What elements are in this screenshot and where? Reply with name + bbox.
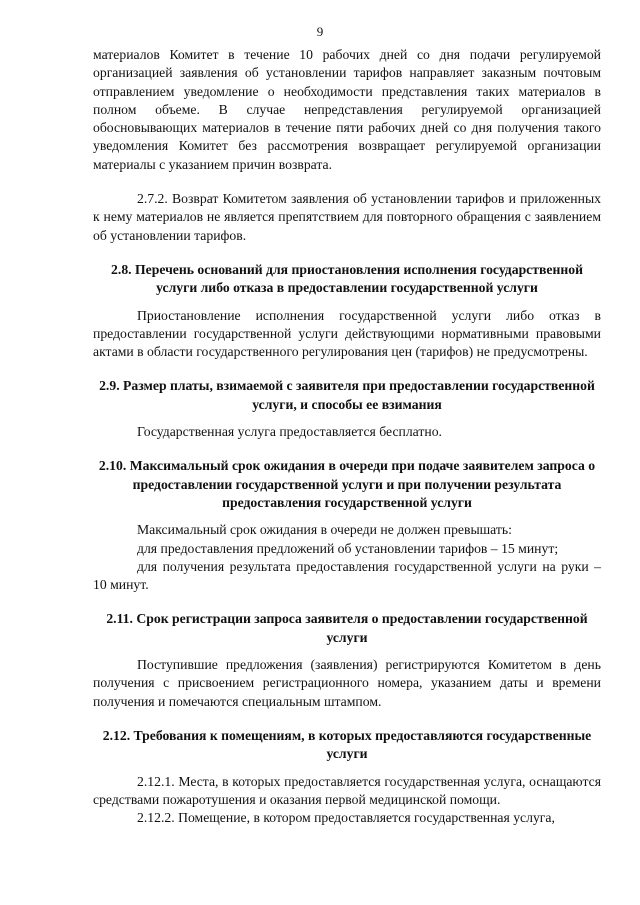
section-heading: 2.10. Максимальный срок ожидания в очереди при подаче заявителем запроса о предоставлении государственной услуги и при получении результата предоставления государственной услуги — [98, 458, 596, 510]
page-number: 9 — [316, 24, 324, 39]
spacer — [93, 512, 601, 521]
paragraph: Государственная услуга предоставляется бесплатно. — [137, 424, 442, 440]
spacer — [93, 245, 601, 261]
spacer — [93, 174, 601, 190]
section-heading: 2.12. Требования к помещениям, в которых предоставляются государственные услуги — [102, 727, 592, 762]
paragraph: Приостановление исполнения государственной услуги либо отказ в предоставлении государственной услуги действующими нормативными правовыми актами в области государственного регулирования цен (тарифов) не предусмотрены. — [93, 307, 601, 360]
paragraph: материалов Комитет в течение 10 рабочих дней со дня подачи регулируемой организацией заявления об установлении тарифов направляет заказным почтовым отправлением уведомление о необходимости представления таких материалов в полном объеме. В случае непредставления регулируемой организацией обосновывающих материалов в течение пяти рабочих дней со дня получения такого уведомления Комитет без рассмотрения возвращает регулируемой организации материалы с указанием причин возврата. — [93, 47, 601, 172]
spacer — [93, 647, 601, 656]
section-heading: 2.11. Срок регистрации запроса заявителя о предоставлении государственной услуги — [106, 611, 588, 645]
paragraph: для получения результата предоставления государственной услуги на руки – 10 минут. — [93, 558, 601, 593]
section-heading: 2.8. Перечень оснований для приостановления исполнения государственной услуги либо отказа в предоставлении государственной услуги — [111, 261, 583, 296]
spacer — [93, 414, 601, 423]
spacer — [93, 764, 601, 773]
paragraph: 2.12.2. Помещение, в котором предоставляется государственная услуга, — [137, 810, 555, 826]
paragraph: 2.12.1. Места, в которых предоставляется государственная услуга, оснащаются средствами пожаротушения и оказания первой медицинской помощи. — [93, 773, 601, 807]
spacer — [93, 441, 601, 457]
document-body — [93, 46, 601, 827]
spacer — [93, 594, 601, 610]
section-heading: 2.9. Размер платы, взимаемой с заявителя при предоставлении государственной услуги, и способы ее взимания — [99, 378, 595, 412]
spacer — [93, 298, 601, 307]
spacer — [93, 711, 601, 727]
spacer — [93, 361, 601, 377]
paragraph: 2.7.2. Возврат Комитетом заявления об установлении тарифов и приложенных к нему материалов не является препятствием для повторного обращения с заявлением об установлении тарифов. — [93, 191, 601, 243]
paragraph: Максимальный срок ожидания в очереди не должен превышать: — [137, 522, 512, 538]
paragraph: для предоставления предложений об установлении тарифов – 15 минут; — [137, 540, 559, 556]
paragraph: Поступившие предложения (заявления) регистрируются Комитетом в день получения с присвоением регистрационного номера, указанием даты и времени получения и помечаются специальным штампом. — [93, 657, 601, 709]
